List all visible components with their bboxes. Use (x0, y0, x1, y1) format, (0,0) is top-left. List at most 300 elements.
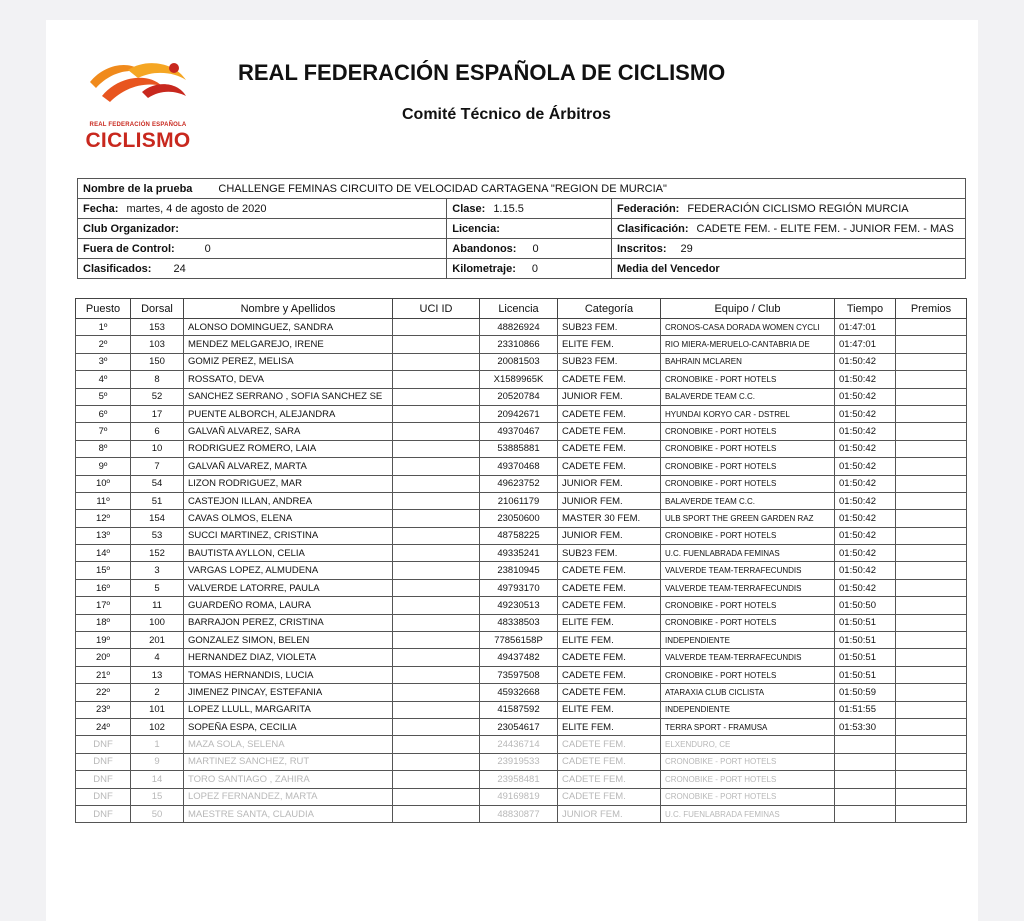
cell-categoria: CADETE FEM. (558, 579, 661, 596)
cell-premios (896, 579, 967, 596)
cell-categoria: ELITE FEM. (558, 614, 661, 631)
cell-licencia: 49370468 (480, 458, 558, 475)
cell-nombre: LOPEZ FERNANDEZ, MARTA (184, 788, 393, 805)
cell-uci-id (393, 371, 480, 388)
col-categoria: Categoría (558, 299, 661, 319)
abandonos-value: 0 (532, 242, 539, 255)
cell-nombre: GONZALEZ SIMON, BELEN (184, 632, 393, 649)
cell-puesto: 6º (76, 405, 131, 422)
cell-uci-id (393, 423, 480, 440)
cell-licencia: 48338503 (480, 614, 558, 631)
kilometraje-cell: Kilometraje: 0 (447, 259, 612, 279)
cell-equipo: BAHRAIN MCLAREN (661, 353, 835, 370)
cell-categoria: CADETE FEM. (558, 649, 661, 666)
cell-puesto: 5º (76, 388, 131, 405)
cell-tiempo: 01:50:59 (835, 684, 896, 701)
cell-dorsal: 53 (131, 527, 184, 544)
cell-licencia: 49230513 (480, 597, 558, 614)
cell-dorsal: 51 (131, 492, 184, 509)
cell-tiempo: 01:53:30 (835, 718, 896, 735)
cell-equipo: CRONOBIKE - PORT HOTELS (661, 371, 835, 388)
cell-equipo: CRONOBIKE - PORT HOTELS (661, 423, 835, 440)
cell-tiempo (835, 753, 896, 770)
cell-tiempo (835, 736, 896, 753)
logo-small-text: REAL FEDERACIÓN ESPAÑOLA (89, 122, 187, 128)
cell-dorsal: 13 (131, 666, 184, 683)
cell-nombre: CASTEJON ILLAN, ANDREA (184, 492, 393, 509)
cell-licencia: 49793170 (480, 579, 558, 596)
prueba-cell: Nombre de la prueba CHALLENGE FEMINAS CIRCUITO DE VELOCIDAD CARTAGENA "REGION DE MURCIA" (78, 179, 966, 199)
cell-categoria: CADETE FEM. (558, 458, 661, 475)
cell-dorsal: 11 (131, 597, 184, 614)
result-row (76, 718, 967, 735)
clase-value: 1.15.5 (493, 202, 524, 215)
cell-nombre: GALVAÑ ALVAREZ, SARA (184, 423, 393, 440)
cell-uci-id (393, 545, 480, 562)
cell-premios (896, 632, 967, 649)
cell-nombre: TORO SANTIAGO , ZAHIRA (184, 771, 393, 788)
cell-premios (896, 371, 967, 388)
cell-licencia: 23810945 (480, 562, 558, 579)
cell-equipo: CRONOBIKE - PORT HOTELS (661, 614, 835, 631)
cell-categoria: CADETE FEM. (558, 371, 661, 388)
cell-dorsal: 150 (131, 353, 184, 370)
cell-categoria: ELITE FEM. (558, 701, 661, 718)
cell-licencia: 77856158P (480, 632, 558, 649)
cell-uci-id (393, 440, 480, 457)
cell-dorsal: 103 (131, 336, 184, 353)
club-cell: Club Organizador: (78, 219, 447, 239)
result-row (76, 545, 967, 562)
cell-licencia: 49437482 (480, 649, 558, 666)
cell-categoria: CADETE FEM. (558, 597, 661, 614)
result-row (76, 562, 967, 579)
cell-dorsal: 100 (131, 614, 184, 631)
cell-puesto: 18º (76, 614, 131, 631)
cell-categoria: SUB23 FEM. (558, 353, 661, 370)
cell-nombre: VARGAS LOPEZ, ALMUDENA (184, 562, 393, 579)
cell-uci-id (393, 718, 480, 735)
cell-premios (896, 388, 967, 405)
cell-premios (896, 440, 967, 457)
cell-nombre: CAVAS OLMOS, ELENA (184, 510, 393, 527)
cell-licencia: 48758225 (480, 527, 558, 544)
result-row (76, 510, 967, 527)
cell-categoria: CADETE FEM. (558, 753, 661, 770)
result-row (76, 614, 967, 631)
cell-tiempo: 01:47:01 (835, 319, 896, 336)
cell-premios (896, 545, 967, 562)
cell-premios (896, 336, 967, 353)
cell-equipo: U.C. FUENLABRADA FEMINAS (661, 545, 835, 562)
col-tiempo: Tiempo (835, 299, 896, 319)
cell-equipo: ELXENDURO, CE (661, 736, 835, 753)
cell-puesto: 17º (76, 597, 131, 614)
cell-dorsal: 5 (131, 579, 184, 596)
media-cell: Media del Vencedor (612, 259, 966, 279)
cell-dorsal: 3 (131, 562, 184, 579)
cell-premios (896, 562, 967, 579)
cell-licencia: 24436714 (480, 736, 558, 753)
page-subtitle: Comité Técnico de Árbitros (402, 106, 611, 123)
clasificados-cell: Clasificados: 24 (78, 259, 447, 279)
col-premios: Premios (896, 299, 967, 319)
info-row-prueba (78, 179, 966, 199)
cell-licencia: 20081503 (480, 353, 558, 370)
cell-nombre: SANCHEZ SERRANO , SOFIA SANCHEZ SE (184, 388, 393, 405)
cell-nombre: GOMIZ PEREZ, MELISA (184, 353, 393, 370)
cell-equipo: TERRA SPORT - FRAMUSA (661, 718, 835, 735)
cell-nombre: SUCCI MARTINEZ, CRISTINA (184, 527, 393, 544)
cell-dorsal: 153 (131, 319, 184, 336)
cell-premios (896, 701, 967, 718)
cell-licencia: 23958481 (480, 771, 558, 788)
cell-licencia: 23050600 (480, 510, 558, 527)
cell-uci-id (393, 336, 480, 353)
cell-tiempo: 01:50:42 (835, 475, 896, 492)
cell-nombre: GALVAÑ ALVAREZ, MARTA (184, 458, 393, 475)
cell-tiempo: 01:50:51 (835, 632, 896, 649)
col-dorsal: Dorsal (131, 299, 184, 319)
clasificacion-cell: Clasificación: CADETE FEM. - ELITE FEM. - JUNIOR FEM. - MAS (612, 219, 966, 239)
result-row (76, 405, 967, 422)
cell-uci-id (393, 805, 480, 822)
cell-puesto: 20º (76, 649, 131, 666)
results-table (75, 298, 967, 823)
cell-nombre: RODRIGUEZ ROMERO, LAIA (184, 440, 393, 457)
cell-puesto: 16º (76, 579, 131, 596)
cell-dorsal: 201 (131, 632, 184, 649)
cell-tiempo (835, 805, 896, 822)
cell-categoria: JUNIOR FEM. (558, 475, 661, 492)
cell-dorsal: 8 (131, 371, 184, 388)
cell-categoria: CADETE FEM. (558, 562, 661, 579)
cell-uci-id (393, 666, 480, 683)
cell-categoria: CADETE FEM. (558, 405, 661, 422)
cell-dorsal: 7 (131, 458, 184, 475)
cell-premios (896, 771, 967, 788)
cell-equipo: VALVERDE TEAM-TERRAFECUNDIS (661, 579, 835, 596)
cell-categoria: MASTER 30 FEM. (558, 510, 661, 527)
col-licencia: Licencia (480, 299, 558, 319)
cell-categoria: SUB23 FEM. (558, 319, 661, 336)
cell-premios (896, 423, 967, 440)
dnf-row (76, 805, 967, 822)
cell-categoria: CADETE FEM. (558, 788, 661, 805)
cell-premios (896, 805, 967, 822)
cell-uci-id (393, 684, 480, 701)
federacion-value: FEDERACIÓN CICLISMO REGIÓN MURCIA (687, 202, 909, 215)
cell-uci-id (393, 458, 480, 475)
cell-premios (896, 492, 967, 509)
cell-dorsal: 4 (131, 649, 184, 666)
cell-equipo: CRONOBIKE - PORT HOTELS (661, 475, 835, 492)
cell-equipo: RIO MIERA-MERUELO-CANTABRIA DE (661, 336, 835, 353)
cell-categoria: ELITE FEM. (558, 336, 661, 353)
cell-equipo: U.C. FUENLABRADA FEMINAS (661, 805, 835, 822)
result-row (76, 492, 967, 509)
cell-licencia: 20942671 (480, 405, 558, 422)
cell-dorsal: 2 (131, 684, 184, 701)
cell-puesto: 2º (76, 336, 131, 353)
cell-tiempo: 01:50:42 (835, 353, 896, 370)
cell-nombre: MARTINEZ SANCHEZ, RUT (184, 753, 393, 770)
cell-puesto: 11º (76, 492, 131, 509)
cell-premios (896, 684, 967, 701)
cell-premios (896, 666, 967, 683)
fecha-cell: Fecha: martes, 4 de agosto de 2020 (78, 199, 447, 219)
cell-premios (896, 353, 967, 370)
cell-tiempo: 01:50:42 (835, 527, 896, 544)
fuera-cell: Fuera de Control: 0 (78, 239, 447, 259)
cell-premios (896, 788, 967, 805)
cell-categoria: CADETE FEM. (558, 684, 661, 701)
cell-nombre: MENDEZ MELGAREJO, IRENE (184, 336, 393, 353)
cell-puesto: 9º (76, 458, 131, 475)
cell-dorsal: 152 (131, 545, 184, 562)
cell-equipo: CRONOBIKE - PORT HOTELS (661, 771, 835, 788)
cell-nombre: MAZA SOLA, SELENA (184, 736, 393, 753)
cell-equipo: CRONOBIKE - PORT HOTELS (661, 753, 835, 770)
cell-tiempo: 01:50:51 (835, 614, 896, 631)
cell-premios (896, 736, 967, 753)
cell-equipo: VALVERDE TEAM-TERRAFECUNDIS (661, 649, 835, 666)
cell-licencia: 41587592 (480, 701, 558, 718)
cell-categoria: SUB23 FEM. (558, 545, 661, 562)
cell-uci-id (393, 405, 480, 422)
cell-puesto: 10º (76, 475, 131, 492)
cell-premios (896, 475, 967, 492)
cell-licencia: 23919533 (480, 753, 558, 770)
col-nombre: Nombre y Apellidos (184, 299, 393, 319)
cell-equipo: INDEPENDIENTE (661, 701, 835, 718)
cell-tiempo: 01:50:42 (835, 579, 896, 596)
result-row (76, 336, 967, 353)
cell-equipo: CRONOBIKE - PORT HOTELS (661, 666, 835, 683)
cell-nombre: BARRAJON PEREZ, CRISTINA (184, 614, 393, 631)
cell-uci-id (393, 353, 480, 370)
result-row (76, 353, 967, 370)
cell-puesto: 21º (76, 666, 131, 683)
cell-tiempo: 01:50:42 (835, 405, 896, 422)
cell-puesto: DNF (76, 736, 131, 753)
cell-nombre: SOPEÑA ESPA, CECILIA (184, 718, 393, 735)
cell-nombre: LIZON RODRIGUEZ, MAR (184, 475, 393, 492)
race-info-table (77, 178, 966, 279)
col-equipo: Equipo / Club (661, 299, 835, 319)
cell-puesto: 12º (76, 510, 131, 527)
logo-big-text: CICLISMO (85, 129, 191, 152)
cell-puesto: 3º (76, 353, 131, 370)
cell-dorsal: 102 (131, 718, 184, 735)
prueba-value: CHALLENGE FEMINAS CIRCUITO DE VELOCIDAD CARTAGENA "REGION DE MURCIA" (218, 182, 667, 195)
cell-tiempo: 01:51:55 (835, 701, 896, 718)
cell-tiempo: 01:50:42 (835, 458, 896, 475)
cell-uci-id (393, 788, 480, 805)
result-row (76, 423, 967, 440)
result-row (76, 632, 967, 649)
cell-categoria: CADETE FEM. (558, 440, 661, 457)
cell-licencia: 48830877 (480, 805, 558, 822)
result-row (76, 440, 967, 457)
federacion-cell: Federación: FEDERACIÓN CICLISMO REGIÓN MURCIA (612, 199, 966, 219)
cell-equipo: CRONOBIKE - PORT HOTELS (661, 527, 835, 544)
cell-puesto: 23º (76, 701, 131, 718)
cell-dorsal: 154 (131, 510, 184, 527)
cell-uci-id (393, 701, 480, 718)
cell-tiempo: 01:50:42 (835, 371, 896, 388)
col-uci-id: UCI ID (393, 299, 480, 319)
cell-uci-id (393, 649, 480, 666)
cell-puesto: 7º (76, 423, 131, 440)
cell-licencia: 53885881 (480, 440, 558, 457)
cell-puesto: DNF (76, 788, 131, 805)
cell-nombre: TOMAS HERNANDIS, LUCIA (184, 666, 393, 683)
cell-equipo: ULB SPORT THE GREEN GARDEN RAZ (661, 510, 835, 527)
cell-categoria: JUNIOR FEM. (558, 492, 661, 509)
cell-uci-id (393, 510, 480, 527)
result-row (76, 319, 967, 336)
inscritos-cell: Inscritos: 29 (612, 239, 966, 259)
cell-dorsal: 17 (131, 405, 184, 422)
clase-cell: Clase: 1.15.5 (447, 199, 612, 219)
cell-nombre: HERNANDEZ DIAZ, VIOLETA (184, 649, 393, 666)
cell-dorsal: 54 (131, 475, 184, 492)
cell-tiempo (835, 788, 896, 805)
cell-uci-id (393, 319, 480, 336)
cell-dorsal: 52 (131, 388, 184, 405)
cell-categoria: JUNIOR FEM. (558, 527, 661, 544)
cell-premios (896, 614, 967, 631)
licencia-cell: Licencia: (447, 219, 612, 239)
cell-dorsal: 10 (131, 440, 184, 457)
cell-premios (896, 458, 967, 475)
result-row (76, 388, 967, 405)
results-body (76, 319, 967, 823)
cell-tiempo: 01:47:01 (835, 336, 896, 353)
cell-tiempo: 01:50:50 (835, 597, 896, 614)
cell-dorsal: 9 (131, 753, 184, 770)
cell-uci-id (393, 597, 480, 614)
cell-licencia: 49370467 (480, 423, 558, 440)
cell-categoria: CADETE FEM. (558, 771, 661, 788)
cell-puesto: DNF (76, 805, 131, 822)
cell-equipo: CRONOBIKE - PORT HOTELS (661, 788, 835, 805)
cell-licencia: 23054617 (480, 718, 558, 735)
info-row-fecha (78, 199, 966, 219)
abandonos-cell: Abandonos: 0 (447, 239, 612, 259)
cell-licencia: 49335241 (480, 545, 558, 562)
cell-nombre: ALONSO DOMINGUEZ, SANDRA (184, 319, 393, 336)
cell-licencia: 45932668 (480, 684, 558, 701)
dnf-row (76, 771, 967, 788)
info-row-club (78, 219, 966, 239)
cell-categoria: CADETE FEM. (558, 666, 661, 683)
cell-dorsal: 14 (131, 771, 184, 788)
cell-equipo: BALAVERDE TEAM C.C. (661, 492, 835, 509)
cell-tiempo: 01:50:42 (835, 562, 896, 579)
result-row (76, 701, 967, 718)
result-row (76, 371, 967, 388)
kilometraje-value: 0 (531, 262, 538, 275)
cell-categoria: ELITE FEM. (558, 632, 661, 649)
cell-categoria: JUNIOR FEM. (558, 805, 661, 822)
cell-puesto: 15º (76, 562, 131, 579)
cell-premios (896, 753, 967, 770)
cell-nombre: JIMENEZ PINCAY, ESTEFANIA (184, 684, 393, 701)
cell-nombre: LOPEZ LLULL, MARGARITA (184, 701, 393, 718)
cell-licencia: 23310866 (480, 336, 558, 353)
cell-puesto: 1º (76, 319, 131, 336)
cell-uci-id (393, 475, 480, 492)
cell-equipo: CRONOBIKE - PORT HOTELS (661, 458, 835, 475)
cell-puesto: 14º (76, 545, 131, 562)
page-title: REAL FEDERACIÓN ESPAÑOLA DE CICLISMO (238, 60, 726, 85)
rfec-logo (82, 56, 194, 152)
cell-categoria: CADETE FEM. (558, 423, 661, 440)
cell-licencia: 21061179 (480, 492, 558, 509)
cell-equipo: HYUNDAI KORYO CAR - DSTREL (661, 405, 835, 422)
cell-licencia: 49623752 (480, 475, 558, 492)
cell-puesto: 13º (76, 527, 131, 544)
cyclist-logo-icon (82, 56, 194, 120)
cell-licencia: 48826924 (480, 319, 558, 336)
cell-licencia: 73597508 (480, 666, 558, 683)
result-row (76, 579, 967, 596)
dnf-row (76, 736, 967, 753)
cell-premios (896, 510, 967, 527)
cell-premios (896, 405, 967, 422)
cell-equipo: CRONOBIKE - PORT HOTELS (661, 597, 835, 614)
cell-nombre: PUENTE ALBORCH, ALEJANDRA (184, 405, 393, 422)
cell-equipo: ATARAXIA CLUB CICLISTA (661, 684, 835, 701)
cell-uci-id (393, 753, 480, 770)
cell-uci-id (393, 388, 480, 405)
cell-premios (896, 527, 967, 544)
cell-puesto: DNF (76, 753, 131, 770)
cell-premios (896, 319, 967, 336)
cell-uci-id (393, 527, 480, 544)
cell-nombre: ROSSATO, DEVA (184, 371, 393, 388)
cell-uci-id (393, 736, 480, 753)
cell-tiempo: 01:50:51 (835, 649, 896, 666)
cell-puesto: 19º (76, 632, 131, 649)
result-row (76, 666, 967, 683)
cell-puesto: DNF (76, 771, 131, 788)
result-row (76, 475, 967, 492)
cell-uci-id (393, 562, 480, 579)
info-row-clasificados (78, 259, 966, 279)
cell-tiempo: 01:50:42 (835, 492, 896, 509)
cell-puesto: 24º (76, 718, 131, 735)
cell-tiempo (835, 771, 896, 788)
dnf-row (76, 753, 967, 770)
cell-equipo: INDEPENDIENTE (661, 632, 835, 649)
cell-categoria: JUNIOR FEM. (558, 388, 661, 405)
cell-dorsal: 50 (131, 805, 184, 822)
cell-licencia: 20520784 (480, 388, 558, 405)
cell-uci-id (393, 771, 480, 788)
inscritos-value: 29 (680, 242, 693, 255)
cell-tiempo: 01:50:42 (835, 510, 896, 527)
fuera-value: 0 (204, 242, 211, 255)
cell-premios (896, 718, 967, 735)
cell-equipo: BALAVERDE TEAM C.C. (661, 388, 835, 405)
cell-categoria: CADETE FEM. (558, 736, 661, 753)
cell-categoria: ELITE FEM. (558, 718, 661, 735)
cell-tiempo: 01:50:42 (835, 440, 896, 457)
cell-dorsal: 1 (131, 736, 184, 753)
